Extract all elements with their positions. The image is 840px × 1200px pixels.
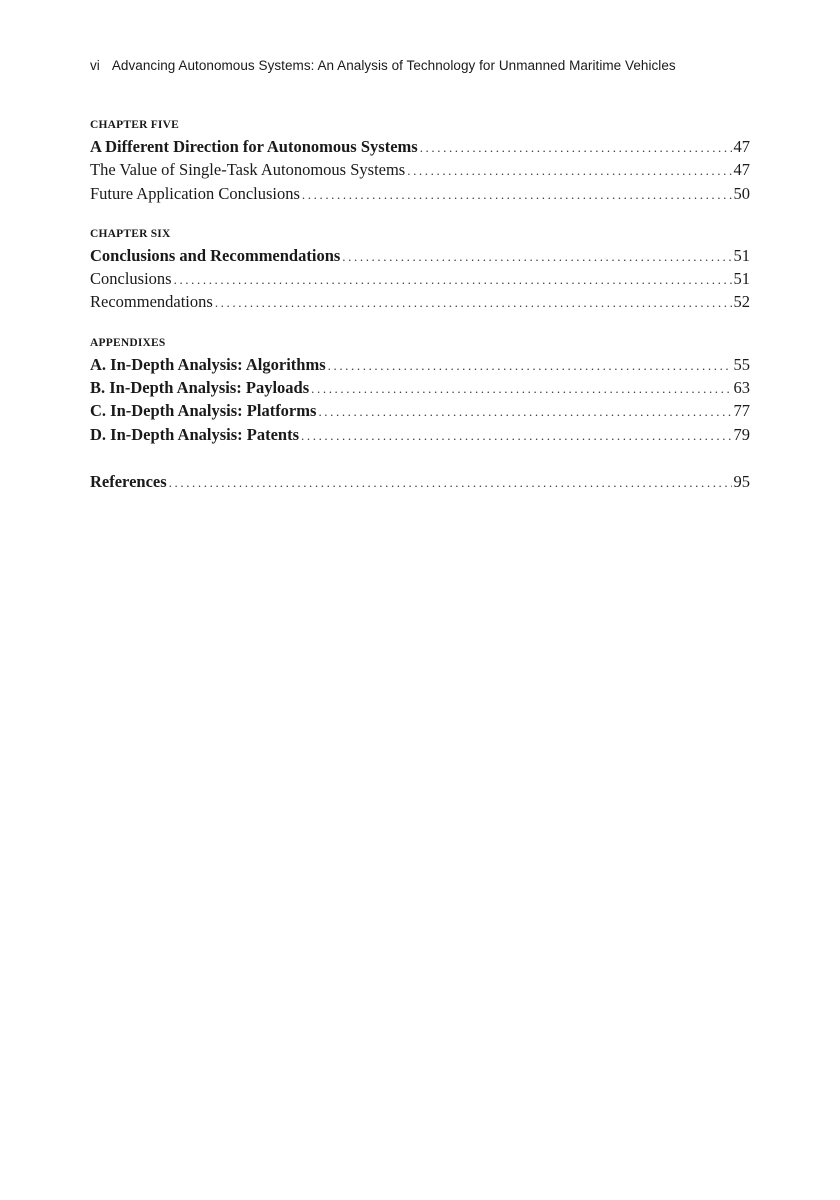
toc-entry-title: Future Application Conclusions	[90, 183, 300, 203]
table-of-contents	[90, 115, 750, 512]
dot-leader	[174, 268, 732, 291]
toc-entry[interactable]	[90, 182, 750, 205]
toc-entry-chapter-five-title[interactable]	[90, 135, 750, 158]
toc-entry-references[interactable]	[90, 470, 750, 493]
toc-entry-chapter-six-title[interactable]	[90, 244, 750, 267]
toc-entry-title: C. In-Depth Analysis: Platforms	[90, 401, 317, 421]
toc-entry-appendix-b[interactable]	[90, 376, 750, 399]
toc-page-number: 52	[733, 292, 750, 312]
toc-entry[interactable]	[90, 267, 750, 290]
toc-page-number: 77	[733, 401, 750, 421]
running-head-title: Advancing Autonomous Systems: An Analysis of Technology for Unmanned Maritime Vehicles	[111, 58, 676, 73]
toc-page-number: 55	[733, 354, 750, 374]
dot-leader	[328, 354, 732, 377]
chapter-label: CHAPTER SIX	[90, 227, 171, 240]
page-folio: vi	[90, 58, 100, 73]
dot-leader	[311, 377, 731, 400]
dot-leader	[301, 424, 731, 447]
toc-entry[interactable]	[90, 290, 750, 313]
toc-page-number: 51	[733, 269, 750, 289]
dot-leader	[318, 400, 731, 423]
toc-entry-title: D. In-Depth Analysis: Patents	[90, 424, 300, 444]
toc-page-number: 63	[733, 378, 750, 398]
toc-page-number: 79	[733, 424, 750, 444]
dot-leader	[169, 471, 732, 494]
dot-leader	[407, 159, 731, 182]
dot-leader	[342, 245, 731, 268]
chapter-label: CHAPTER FIVE	[90, 119, 179, 131]
appendixes-label: APPENDIXES	[90, 336, 166, 349]
dot-leader	[302, 183, 732, 206]
toc-page-number: 47	[733, 160, 750, 180]
running-head	[90, 57, 750, 75]
toc-entry[interactable]	[90, 158, 750, 181]
toc-entry-appendix-d[interactable]	[90, 423, 750, 446]
toc-entry-title: Conclusions and Recommendations	[90, 245, 341, 265]
toc-section-chapter-five	[90, 115, 750, 205]
toc-page-number: 47	[733, 137, 750, 156]
toc-entry-title: Conclusions	[90, 269, 172, 289]
toc-section-appendixes	[90, 333, 750, 446]
dot-leader	[420, 136, 732, 159]
toc-entry-appendix-a[interactable]	[90, 353, 750, 376]
toc-entry-title: B. In-Depth Analysis: Payloads	[90, 378, 310, 398]
toc-page-number: 50	[733, 183, 750, 203]
toc-entry-title: References	[90, 471, 167, 491]
toc-entry-appendix-c[interactable]	[90, 399, 750, 422]
toc-section-references	[90, 470, 750, 493]
toc-entry-title: A Different Direction for Autonomous Systems	[90, 137, 418, 156]
dot-leader	[215, 291, 732, 314]
toc-page-number: 51	[733, 245, 750, 265]
toc-page-number: 95	[733, 471, 750, 491]
toc-entry-title: A. In-Depth Analysis: Algorithms	[90, 354, 326, 374]
toc-entry-title: The Value of Single-Task Autonomous Systems	[90, 160, 406, 180]
toc-entry-title: Recommendations	[90, 292, 213, 312]
toc-section-chapter-six	[90, 224, 750, 314]
